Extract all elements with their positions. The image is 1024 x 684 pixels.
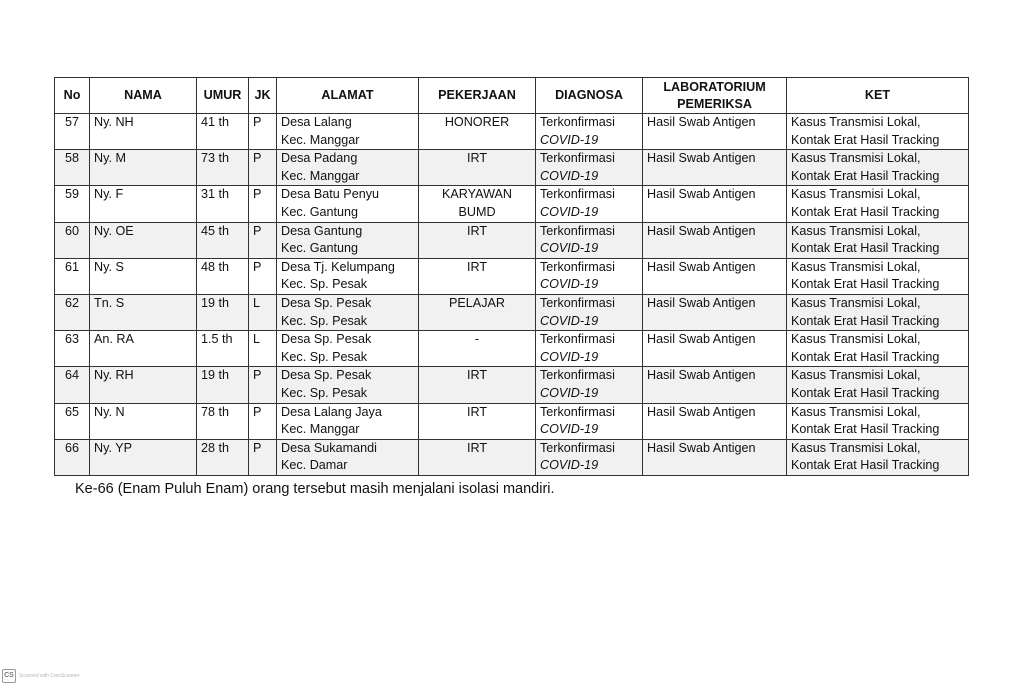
cell-jk: L (249, 331, 277, 367)
cell-jk: P (249, 186, 277, 222)
cell-diagnosa (536, 114, 643, 150)
cell-ket (787, 331, 969, 367)
header-ket: KET (787, 78, 969, 114)
cell-alamat (277, 114, 419, 150)
cell-nama: Ny. OE (90, 222, 197, 258)
cell-ket-line-1: Kasus Transmisi Lokal, (791, 332, 921, 347)
cell-nama: Ny. YP (90, 439, 197, 475)
cell-umur: 1.5 th (197, 331, 249, 367)
cell-diagnosa (536, 222, 643, 258)
cell-ket-line-2: Kontak Erat Hasil Tracking (791, 422, 940, 437)
cell-no: 64 (55, 367, 90, 403)
cell-diagnosa (536, 403, 643, 439)
cell-ket (787, 150, 969, 186)
cell-pekerjaan-line-1: IRT (466, 440, 488, 455)
table-row (55, 367, 969, 403)
cell-pekerjaan (419, 258, 536, 294)
cell-diagnosa-line-2: COVID-19 (540, 313, 599, 328)
table-body (55, 114, 969, 476)
cell-jk: P (249, 114, 277, 150)
header-row (55, 78, 969, 114)
cell-ket (787, 439, 969, 475)
table-header (55, 78, 969, 114)
cell-alamat-line-1: Desa Sukamandi (281, 440, 377, 455)
header-nama: NAMA (90, 78, 197, 114)
watermark-text: Scanned with CamScanner (19, 673, 80, 679)
cell-umur: 19 th (197, 367, 249, 403)
cell-laboratorium: Hasil Swab Antigen (643, 150, 787, 186)
cell-ket-line-1: Kasus Transmisi Lokal, (791, 151, 921, 166)
cell-ket (787, 258, 969, 294)
cell-ket-line-2: Kontak Erat Hasil Tracking (791, 241, 940, 256)
cell-diagnosa (536, 186, 643, 222)
cell-diagnosa (536, 150, 643, 186)
cell-nama: Ny. RH (90, 367, 197, 403)
cell-jk: P (249, 222, 277, 258)
cell-ket (787, 222, 969, 258)
cell-ket (787, 403, 969, 439)
header-pekerjaan: PEKERJAAN (419, 78, 536, 114)
cell-nama: Ny. NH (90, 114, 197, 150)
cell-ket-line-1: Kasus Transmisi Lokal, (791, 187, 921, 202)
cell-laboratorium: Hasil Swab Antigen (643, 114, 787, 150)
cell-nama: Ny. S (90, 258, 197, 294)
cell-diagnosa-line-1: Terkonfirmasi (540, 259, 615, 274)
cell-umur: 78 th (197, 403, 249, 439)
cell-ket-line-1: Kasus Transmisi Lokal, (791, 368, 921, 383)
cell-alamat-line-2: Kec. Sp. Pesak (281, 349, 368, 364)
cell-ket-line-2: Kontak Erat Hasil Tracking (791, 277, 940, 292)
cell-alamat-line-1: Desa Batu Penyu (281, 187, 380, 202)
cell-laboratorium: Hasil Swab Antigen (643, 439, 787, 475)
cell-laboratorium: Hasil Swab Antigen (643, 367, 787, 403)
cell-pekerjaan-line-1: PELAJAR (449, 295, 505, 310)
cell-alamat (277, 258, 419, 294)
cell-alamat (277, 294, 419, 330)
cell-alamat (277, 331, 419, 367)
cell-alamat-line-2: Kec. Sp. Pesak (281, 313, 368, 328)
cell-no: 61 (55, 258, 90, 294)
header-umur: UMUR (197, 78, 249, 114)
cell-pekerjaan (419, 114, 536, 150)
cell-diagnosa-line-2: COVID-19 (540, 458, 599, 473)
cell-umur: 19 th (197, 294, 249, 330)
cell-ket-line-1: Kasus Transmisi Lokal, (791, 223, 921, 238)
table-row (55, 294, 969, 330)
cell-diagnosa-line-2: COVID-19 (540, 422, 599, 437)
cell-alamat-line-2: Kec. Gantung (281, 241, 359, 256)
cell-nama: Ny. N (90, 403, 197, 439)
header-laboratorium-line-1: LABORATORIUM (663, 79, 766, 94)
header-laboratorium (643, 78, 787, 114)
cell-pekerjaan-line-1: HONORER (444, 115, 510, 129)
cell-no: 65 (55, 403, 90, 439)
cell-no: 60 (55, 222, 90, 258)
header-laboratorium-line-2: PEMERIKSA (677, 96, 752, 111)
cell-laboratorium: Hasil Swab Antigen (643, 222, 787, 258)
cell-alamat (277, 403, 419, 439)
cell-umur: 45 th (197, 222, 249, 258)
cell-ket-line-2: Kontak Erat Hasil Tracking (791, 349, 940, 364)
cell-pekerjaan (419, 186, 536, 222)
cell-laboratorium: Hasil Swab Antigen (643, 294, 787, 330)
cell-ket-line-2: Kontak Erat Hasil Tracking (791, 132, 940, 147)
cell-diagnosa-line-1: Terkonfirmasi (540, 115, 615, 129)
cell-diagnosa-line-2: COVID-19 (540, 168, 599, 183)
cell-laboratorium: Hasil Swab Antigen (643, 258, 787, 294)
cell-diagnosa (536, 439, 643, 475)
cell-pekerjaan (419, 222, 536, 258)
cell-alamat-line-1: Desa Gantung (281, 223, 363, 238)
footnote: Ke-66 (Enam Puluh Enam) orang tersebut masih menjalani isolasi mandiri. (75, 481, 555, 497)
cell-ket-line-2: Kontak Erat Hasil Tracking (791, 385, 940, 400)
cell-alamat-line-2: Kec. Manggar (281, 422, 360, 437)
cell-diagnosa-line-2: COVID-19 (540, 277, 599, 292)
cell-pekerjaan-line-1: IRT (466, 368, 488, 383)
cell-diagnosa (536, 294, 643, 330)
cell-jk: P (249, 439, 277, 475)
cell-nama: Tn. S (90, 294, 197, 330)
cell-alamat-line-2: Kec. Damar (281, 458, 348, 473)
cell-pekerjaan (419, 439, 536, 475)
cell-pekerjaan-line-1: - (474, 332, 480, 347)
cell-jk: P (249, 403, 277, 439)
cell-pekerjaan (419, 331, 536, 367)
table-row (55, 403, 969, 439)
cell-ket-line-2: Kontak Erat Hasil Tracking (791, 458, 940, 473)
cell-laboratorium: Hasil Swab Antigen (643, 331, 787, 367)
table-row (55, 150, 969, 186)
cell-ket-line-1: Kasus Transmisi Lokal, (791, 404, 921, 419)
cell-ket (787, 114, 969, 150)
cell-ket (787, 186, 969, 222)
cell-jk: P (249, 150, 277, 186)
cell-diagnosa-line-1: Terkonfirmasi (540, 187, 615, 202)
cell-umur: 48 th (197, 258, 249, 294)
cell-diagnosa-line-1: Terkonfirmasi (540, 404, 615, 419)
cell-pekerjaan-line-1: IRT (466, 259, 488, 274)
cell-diagnosa-line-2: COVID-19 (540, 132, 599, 147)
case-table (54, 77, 969, 476)
cell-nama: Ny. F (90, 186, 197, 222)
table-row (55, 439, 969, 475)
cell-alamat-line-1: Desa Padang (281, 151, 358, 166)
cell-alamat (277, 186, 419, 222)
cell-ket-line-1: Kasus Transmisi Lokal, (791, 115, 921, 129)
table-row (55, 114, 969, 150)
cell-diagnosa-line-1: Terkonfirmasi (540, 368, 615, 383)
cell-jk: P (249, 367, 277, 403)
cell-alamat (277, 150, 419, 186)
cell-diagnosa-line-1: Terkonfirmasi (540, 440, 615, 455)
cell-no: 57 (55, 114, 90, 150)
cell-alamat-line-2: Kec. Gantung (281, 204, 359, 219)
cell-ket-line-1: Kasus Transmisi Lokal, (791, 440, 921, 455)
cell-diagnosa-line-2: COVID-19 (540, 385, 599, 400)
cell-diagnosa (536, 258, 643, 294)
header-alamat: ALAMAT (277, 78, 419, 114)
cell-umur: 31 th (197, 186, 249, 222)
cell-pekerjaan-line-1: IRT (466, 223, 488, 238)
table-row (55, 222, 969, 258)
cell-diagnosa-line-1: Terkonfirmasi (540, 295, 615, 310)
cell-alamat-line-1: Desa Sp. Pesak (281, 368, 372, 383)
header-jk: JK (249, 78, 277, 114)
cell-alamat-line-1: Desa Sp. Pesak (281, 295, 372, 310)
cell-jk: P (249, 258, 277, 294)
header-no: No (55, 78, 90, 114)
cell-laboratorium: Hasil Swab Antigen (643, 186, 787, 222)
cell-ket-line-1: Kasus Transmisi Lokal, (791, 259, 921, 274)
header-diagnosa: DIAGNOSA (536, 78, 643, 114)
cell-alamat (277, 439, 419, 475)
cell-pekerjaan-line-1: IRT (466, 404, 488, 419)
table-row (55, 331, 969, 367)
cell-diagnosa-line-2: COVID-19 (540, 204, 599, 219)
table-row (55, 186, 969, 222)
cell-diagnosa (536, 367, 643, 403)
cell-pekerjaan-line-1: KARYAWAN (442, 187, 512, 202)
cell-no: 58 (55, 150, 90, 186)
cell-ket-line-1: Kasus Transmisi Lokal, (791, 295, 921, 310)
cell-alamat-line-1: Desa Lalang Jaya (281, 404, 382, 419)
cell-pekerjaan-line-1: IRT (466, 151, 488, 166)
cell-umur: 28 th (197, 439, 249, 475)
scanner-watermark (2, 669, 80, 683)
cell-diagnosa-line-2: COVID-19 (540, 241, 599, 256)
cell-no: 63 (55, 331, 90, 367)
cell-umur: 73 th (197, 150, 249, 186)
cell-no: 62 (55, 294, 90, 330)
cell-diagnosa (536, 331, 643, 367)
cell-nama: An. RA (90, 331, 197, 367)
cell-diagnosa-line-1: Terkonfirmasi (540, 151, 615, 166)
cell-ket (787, 294, 969, 330)
camscanner-logo-icon: CS (2, 669, 16, 683)
cell-ket-line-2: Kontak Erat Hasil Tracking (791, 168, 940, 183)
cell-alamat-line-1: Desa Sp. Pesak (281, 332, 372, 347)
cell-jk: L (249, 294, 277, 330)
cell-alamat-line-2: Kec. Manggar (281, 132, 360, 147)
cell-alamat-line-1: Desa Tj. Kelumpang (281, 259, 395, 274)
table-row (55, 258, 969, 294)
cell-pekerjaan (419, 294, 536, 330)
cell-alamat (277, 367, 419, 403)
cell-alamat-line-1: Desa Lalang (281, 115, 352, 129)
cell-pekerjaan (419, 367, 536, 403)
cell-umur: 41 th (197, 114, 249, 150)
cell-diagnosa-line-2: COVID-19 (540, 349, 599, 364)
cell-diagnosa-line-1: Terkonfirmasi (540, 332, 615, 347)
cell-ket (787, 367, 969, 403)
cell-diagnosa-line-1: Terkonfirmasi (540, 223, 615, 238)
cell-alamat-line-2: Kec. Sp. Pesak (281, 277, 368, 292)
cell-alamat-line-2: Kec. Sp. Pesak (281, 385, 368, 400)
cell-no: 66 (55, 439, 90, 475)
cell-no: 59 (55, 186, 90, 222)
cell-nama: Ny. M (90, 150, 197, 186)
cell-pekerjaan (419, 403, 536, 439)
cell-pekerjaan (419, 150, 536, 186)
cell-ket-line-2: Kontak Erat Hasil Tracking (791, 313, 940, 328)
cell-alamat-line-2: Kec. Manggar (281, 168, 360, 183)
cell-alamat (277, 222, 419, 258)
cell-pekerjaan-line-2: BUMD (458, 204, 496, 219)
cell-ket-line-2: Kontak Erat Hasil Tracking (791, 204, 940, 219)
cell-laboratorium: Hasil Swab Antigen (643, 403, 787, 439)
